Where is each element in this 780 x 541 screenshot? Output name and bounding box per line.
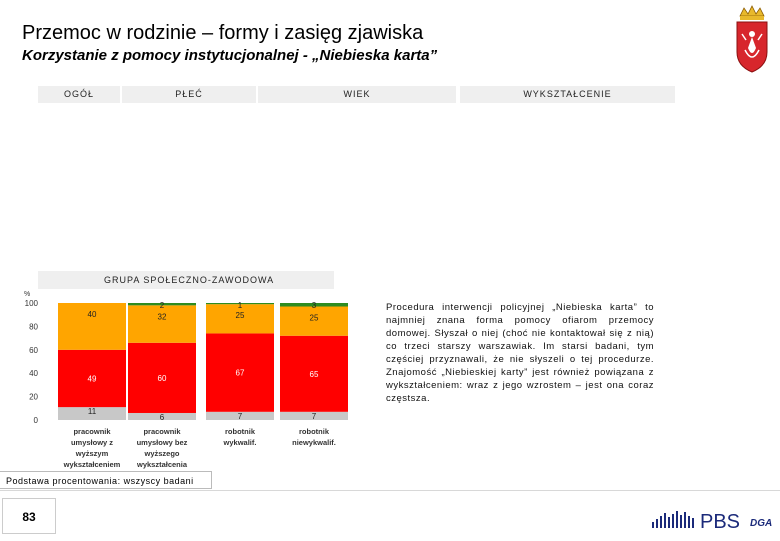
data-label: 65 xyxy=(309,369,319,379)
warsaw-crest-icon xyxy=(732,4,772,74)
data-label: 2 xyxy=(159,301,165,310)
logo-text: PBS xyxy=(700,511,741,530)
data-label: 60 xyxy=(157,373,167,383)
category-label: umysłowy z xyxy=(70,438,114,447)
category-label: robotnik xyxy=(225,427,255,436)
category-label: wykształceniem xyxy=(63,460,121,469)
page-subtitle: Korzystanie z pomocy instytucjonalnej - „Niebieska karta” xyxy=(22,47,438,64)
column-header-gender: PŁEĆ xyxy=(122,86,256,103)
column-header-age: WIEK xyxy=(258,86,456,103)
data-label: 49 xyxy=(87,374,97,384)
data-label: 7 xyxy=(311,411,317,421)
group-header: GRUPA SPOŁECZNO-ZAWODOWA xyxy=(38,271,334,289)
page-title: Przemoc w rodzinie – formy i zasięg zjawiska xyxy=(22,22,424,44)
data-label: 40 xyxy=(87,310,97,319)
category-label: niewykwalif. xyxy=(292,438,336,447)
data-label: 67 xyxy=(235,368,245,378)
bar-segment xyxy=(128,305,196,342)
logo-suffix: DGA xyxy=(750,518,773,529)
column-header-total: OGÓŁ xyxy=(38,86,120,103)
category-label: pracownik xyxy=(143,427,181,436)
category-label: robotnik xyxy=(299,427,329,436)
data-label: 25 xyxy=(309,313,319,323)
percentage-basis-note: Podstawa procentowania: wszyscy badani xyxy=(0,471,212,489)
data-label: 7 xyxy=(237,411,243,421)
category-label: wykształcenia xyxy=(136,460,188,469)
y-tick-label: 20 xyxy=(29,392,38,402)
stacked-bar-chart xyxy=(20,288,350,473)
category-label: pracownik xyxy=(73,427,111,436)
y-tick-label: 100 xyxy=(24,299,38,308)
data-label: 25 xyxy=(235,311,245,321)
data-label: 3 xyxy=(311,301,317,310)
category-label: wykwalif. xyxy=(223,438,257,447)
y-tick-label: 0 xyxy=(33,416,38,425)
column-header-education: WYKSZTAŁCENIE xyxy=(460,86,675,103)
data-label: 32 xyxy=(157,312,167,322)
y-tick-label: 60 xyxy=(29,345,38,355)
commentary-text: Procedura interwencji policyjnej „Niebieska karta” to najmniej znana forma pomocy ofiarom przemocy domowej. Słyszał o niej (choć nie kontaktował się z nią) co trzeci starszy warszawiak. Im starsi badani, tym częściej przyznawali, że nie słyszeli o tej procedurze. Znajomość „Niebieskiej karty” jest również powiązana z wykształceniem: wraz z jego wzrostem – jest ona coraz częstsza. xyxy=(386,302,654,404)
category-label: wyższym xyxy=(75,449,109,458)
pbs-dga-logo-icon xyxy=(650,508,778,530)
page-number: 83 xyxy=(2,498,56,534)
y-axis-unit: % xyxy=(24,291,31,298)
data-label: 6 xyxy=(159,412,165,422)
category-label: umysłowy bez xyxy=(136,438,188,447)
y-tick-label: 80 xyxy=(29,322,38,332)
data-label: 1 xyxy=(237,301,243,310)
y-tick-label: 40 xyxy=(29,369,38,379)
category-label: wyższego xyxy=(144,449,180,458)
data-label: 11 xyxy=(87,407,97,417)
